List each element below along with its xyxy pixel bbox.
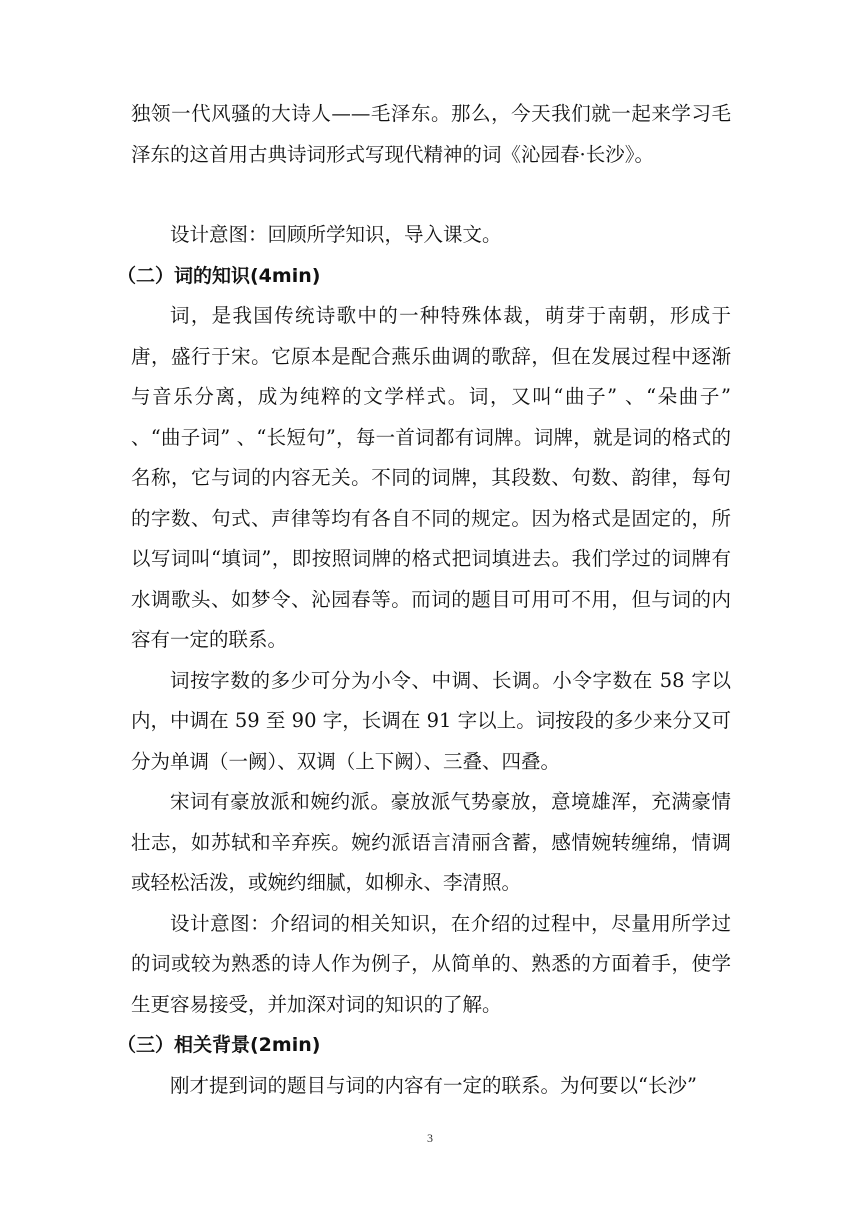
background-paragraph: 刚才提到词的题目与词的内容有一定的联系。为何要以“长沙” bbox=[170, 1073, 697, 1097]
design-intent-paragraph-1: 设计意图：回顾所学知识，导入课文。 bbox=[170, 223, 502, 246]
design-intent-paragraph-2: 设计意图：介绍词的相关知识，在介绍的过程中，尽量用所学过的词或较为熟悉的诗人作为例子，从简单的、熟悉的方面着手，使学生更容易接受，并加深对词的知识的了解。 bbox=[131, 911, 731, 1016]
section-heading-ci-knowledge: （二）词的知识(4min) bbox=[117, 264, 321, 287]
intro-continuation-paragraph: 独领一代风骚的大诗人——毛泽东。那么，今天我们就一起来学习毛泽东的这首用古典诗词形式写现代精神的词《沁园春·长沙》。 bbox=[131, 102, 731, 166]
page-number: 3 bbox=[427, 1131, 433, 1145]
section-heading-background: （三）相关背景(2min) bbox=[117, 1034, 321, 1056]
ci-schools-paragraph: 宋词有豪放派和婉约派。豪放派气势豪放，意境雄浑，充满豪情壮志，如苏轼和辛弃疾。婉约派语言清丽含蓄，感情婉转缠绵，情调或轻松活泼，或婉约细腻，如柳永、李清照。 bbox=[131, 790, 731, 894]
paragraph-spacer bbox=[131, 175, 731, 215]
ci-definition-paragraph: 词，是我国传统诗歌中的一种特殊体裁，萌芽于南朝，形成于唐，盛行于宋。它原本是配合燕乐曲调的歌辞，但在发展过程中逐渐与音乐分离，成为纯粹的文学样式。词，又叫“曲子” 、“朵曲子” 、“曲子词” 、“长短句”，每一首词都有词牌。词牌，就是词的格式的名称，它与词的内容无关。不同的词牌，其段数、句数、韵律，每句的字数、句式、声律等均有各自不同的规定。因为格式是固定的，所以写词叫“填词”，即按照词牌的格式把词填进去。我们学过的词牌有水调歌头、如梦令、沁园春等。而词的题目可用可不用，但与词的内容有一定的联系。 bbox=[131, 304, 731, 651]
page-body bbox=[117, 94, 731, 1106]
ci-length-paragraph: 词按字数的多少可分为小令、中调、长调。小令字数在 58 字以内，中调在 59 至 90 字，长调在 91 字以上。词按段的多少来分又可分为单调（一阙）、双调（上下阙）、三叠、四叠。 bbox=[131, 668, 731, 773]
